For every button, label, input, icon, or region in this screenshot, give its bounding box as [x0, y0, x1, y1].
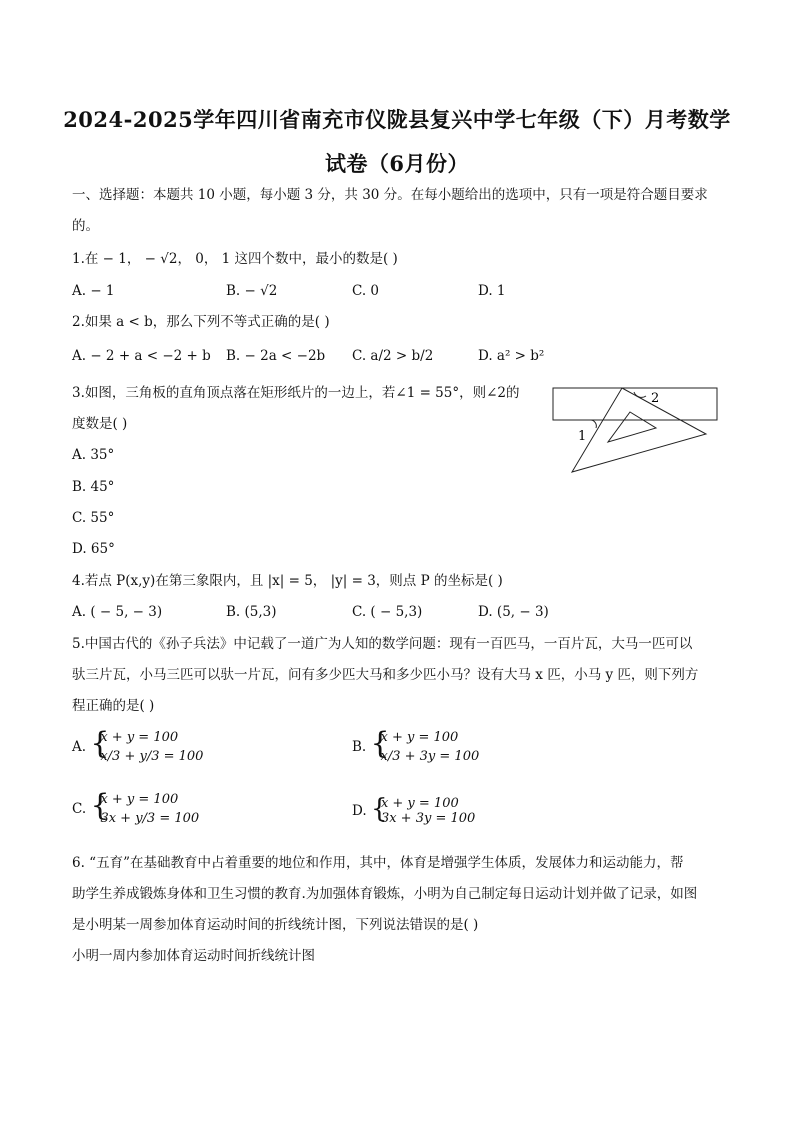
q4-option-b: B. (5,3) [226, 604, 277, 620]
brace-icon: { [90, 726, 110, 761]
question-2-stem: 2.如果 a < b，那么下列不等式正确的是( ) [72, 314, 330, 330]
q5-option-c [72, 790, 199, 828]
triangle-ruler-inner [608, 412, 656, 442]
q5-option-c-eq1: x + y = 100 [100, 792, 179, 807]
q2-option-d: D. a² > b² [478, 348, 545, 364]
section-instructions-cont: 的。 [72, 218, 99, 234]
q3-option-c: C. 55° [72, 510, 115, 526]
q5-option-a-label: A. [72, 739, 87, 755]
question-4-stem: 4.若点 P(x,y)在第三象限内，且 |x| = 5， |y| = 3，则点 P 的坐标是( ) [72, 573, 503, 589]
question-6-stem-line3: 是小明某一周参加体育运动时间的折线统计图，下列说法错误的是( ) [72, 917, 479, 933]
q3-option-b: B. 45° [72, 479, 115, 495]
q5-option-b [352, 728, 479, 766]
question-5-stem-line3: 程正确的是( ) [72, 698, 155, 714]
q5-option-a [72, 728, 203, 766]
q5-option-b-eq2: x/3 + 3y = 100 [380, 749, 480, 764]
q5-option-d-eq2: 3x + 3y = 100 [380, 811, 476, 826]
q5-option-d-label: D. [352, 803, 367, 819]
q4-option-d: D. (5, − 3) [478, 604, 549, 620]
q2-option-a: A. − 2 + a < −2 + b [72, 348, 211, 364]
q3-geometry-figure [550, 384, 722, 476]
section-instructions: 一、选择题：本题共 10 小题，每小题 3 分，共 30 分。在每小题给出的选项中，只有一项是符合题目要求 [72, 187, 708, 203]
triangle-ruler-outer [572, 388, 706, 472]
question-6-stem-line2: 助学生养成锻炼身体和卫生习惯的教育.为加强体育锻炼，小明为自己制定每日运动计划并做了记录，如图 [72, 886, 698, 902]
q5-option-c-system [90, 790, 199, 828]
question-6-stem-line1: 6. “五育”在基础教育中占着重要的地位和作用，其中，体育是增强学生体质，发展体力和运动能力，帮 [72, 855, 684, 871]
q4-option-c: C. ( − 5,3) [352, 604, 423, 620]
q5-option-b-system [371, 728, 480, 766]
question-5-stem-line1: 5.中国古代的《孙子兵法》中记载了一道广为人知的数学问题：现有一百匹马，一百片瓦，大马一匹可以 [72, 636, 693, 652]
q5-option-d-system [371, 796, 475, 826]
question-5-stem-line2: 驮三片瓦，小马三匹可以驮一片瓦，问有多少匹大马和多少匹小马？设有大马 x 匹，小马 y 匹，则下列方 [72, 667, 699, 683]
q5-option-c-label: C. [72, 801, 87, 817]
q4-option-a: A. ( − 5, − 3) [72, 604, 163, 620]
q5-option-a-eq1: x + y = 100 [100, 730, 179, 745]
q1-option-b: B. − √2 [226, 283, 278, 299]
exam-title-line2: 试卷（6月份） [324, 151, 470, 176]
q2-option-b: B. − 2a < −2b [226, 348, 326, 364]
q3-option-d: D. 65° [72, 541, 115, 557]
exam-title-line1: 2024-2025学年四川省南充市仪陇县复兴中学七年级（下）月考数学 [63, 107, 731, 132]
angle-1-arc [590, 420, 596, 428]
q1-option-c: C. 0 [352, 283, 380, 299]
q5-option-b-label: B. [352, 739, 367, 755]
q5-option-d [352, 796, 475, 826]
brace-icon: { [90, 788, 110, 823]
angle-1-label: 1 [578, 429, 587, 444]
angle-2-label: 2 [651, 391, 660, 406]
q3-option-a: A. 35° [72, 447, 115, 463]
question-3-stem-line2: 度数是( ) [72, 416, 128, 432]
q1-option-a: A. − 1 [72, 283, 115, 299]
q1-option-d: D. 1 [478, 283, 506, 299]
q6-chart-title: 小明一周内参加体育运动时间折线统计图 [72, 948, 315, 964]
q5-option-c-eq2: 3x + y/3 = 100 [100, 811, 200, 826]
brace-icon: { [370, 794, 388, 824]
q5-option-a-eq2: x/3 + y/3 = 100 [100, 749, 204, 764]
question-3-stem-line1: 3.如图，三角板的直角顶点落在矩形纸片的一边上，若∠1 = 55°，则∠2的 [72, 385, 520, 401]
q2-option-c: C. a/2 > b/2 [352, 348, 434, 364]
q5-option-b-eq1: x + y = 100 [380, 730, 459, 745]
q5-option-d-eq1: x + y = 100 [380, 796, 459, 811]
q5-option-a-system [90, 728, 203, 766]
brace-icon: { [370, 726, 390, 761]
question-1-stem: 1.在 − 1， − √2， 0， 1 这四个数中，最小的数是( ) [72, 251, 398, 267]
angle-2-arc [634, 392, 646, 397]
